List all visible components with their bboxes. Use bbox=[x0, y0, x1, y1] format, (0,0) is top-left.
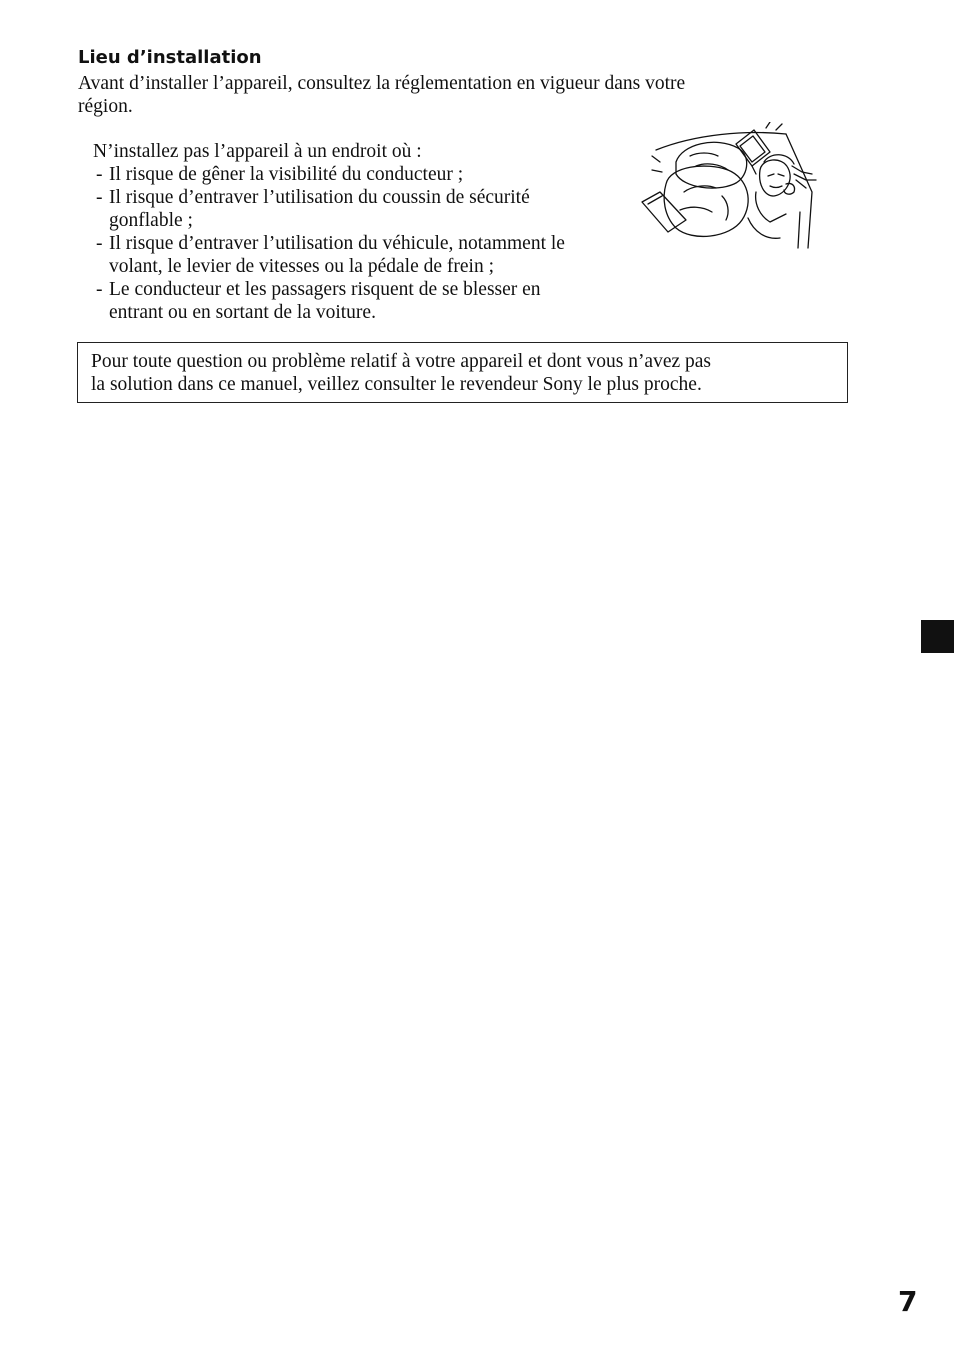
list-item-line: gonflable ; bbox=[109, 210, 193, 231]
notice-line: la solution dans ce manuel, veillez consulter le revendeur Sony le plus proche. bbox=[91, 374, 702, 395]
airbag-warning-illustration bbox=[636, 122, 832, 252]
monitor-icon bbox=[736, 130, 770, 174]
list-item-line: volant, le levier de vitesses ou la pédale de frein ; bbox=[109, 256, 494, 277]
notice-box bbox=[77, 342, 848, 403]
restriction-list bbox=[93, 163, 653, 324]
intro-paragraph bbox=[78, 72, 818, 118]
list-dash: - bbox=[96, 187, 103, 208]
list-item bbox=[93, 163, 653, 186]
list-item-line: Il risque d’entraver l’utilisation du véhicule, notamment le bbox=[109, 233, 565, 254]
list-dash: - bbox=[96, 233, 103, 254]
list-item-line: entrant ou en sortant de la voiture. bbox=[109, 302, 376, 323]
notice-line: Pour toute question ou problème relatif à votre appareil et dont vous n’avez pas bbox=[91, 351, 712, 372]
list-item bbox=[93, 278, 653, 324]
list-item-line: Il risque de gêner la visibilité du conducteur ; bbox=[109, 164, 464, 185]
list-item bbox=[93, 186, 653, 232]
list-item-line: Il risque d’entraver l’utilisation du coussin de sécurité bbox=[109, 187, 530, 208]
section-tab-marker bbox=[921, 620, 954, 653]
list-item-line: Le conducteur et les passagers risquent de se blesser en bbox=[109, 279, 541, 300]
intro-line: région. bbox=[78, 96, 133, 117]
section-heading: Lieu d’installation bbox=[78, 47, 262, 68]
notice-text bbox=[91, 350, 836, 396]
restriction-lead: N’installez pas l’appareil à un endroit où : bbox=[93, 141, 422, 162]
driver-figure bbox=[748, 155, 816, 239]
list-item bbox=[93, 232, 653, 278]
restriction-list-block bbox=[93, 140, 653, 324]
list-dash: - bbox=[96, 279, 103, 300]
page-number: 7 bbox=[898, 1285, 918, 1318]
intro-line: Avant d’installer l’appareil, consultez la réglementation en vigueur dans votre bbox=[78, 73, 686, 94]
list-dash: - bbox=[96, 164, 103, 185]
